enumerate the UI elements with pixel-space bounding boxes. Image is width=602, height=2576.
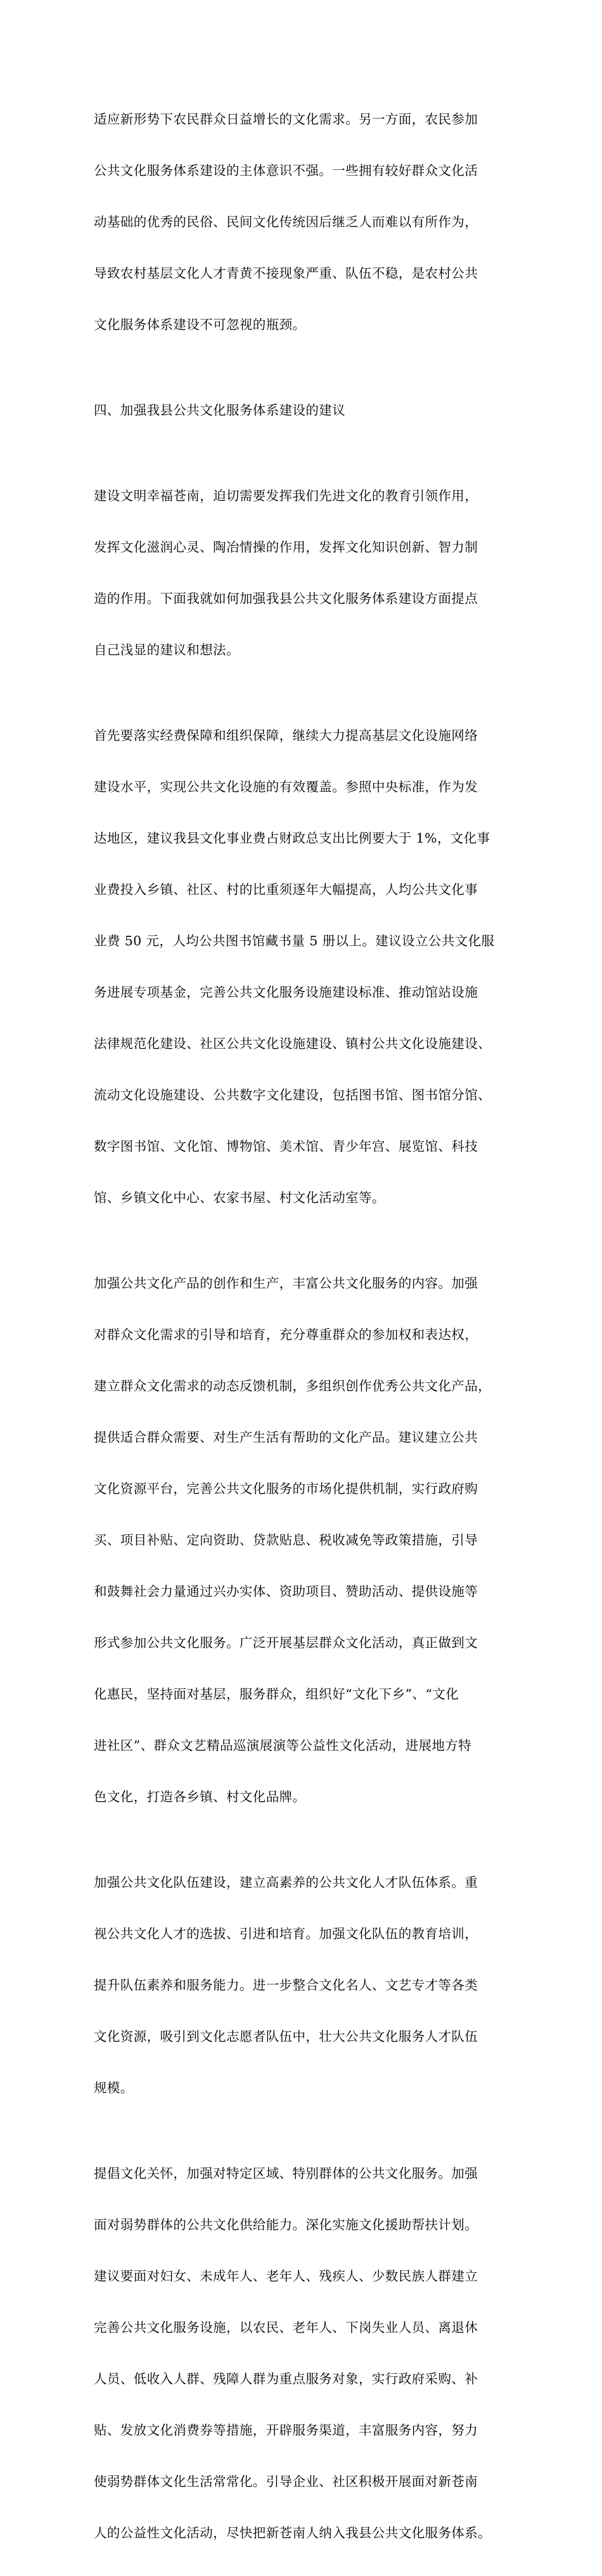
text-line: 色文化，打造各乡镇、村文化品牌。	[94, 1789, 306, 1804]
text-line: 文化资源，吸引到文化志愿者队伍中，壮大公共文化服务人才队伍	[94, 2029, 478, 2044]
text-line: 买、项目补贴、定向资助、贷款贴息、税收减免等政策措施，引导	[94, 1532, 478, 1548]
text-line: 建议要面对妇女、未成年人、老年人、残疾人、少数民族人群建立	[94, 2269, 478, 2284]
text-line: 形式参加公共文化服务。广泛开展基层群众文化活动，真正做到文	[94, 1635, 478, 1650]
text-line: 和鼓舞社会力量通过兴办实体、资助项目、赞助活动、提供设施等	[94, 1584, 478, 1599]
text-line: 进社区”、群众文艺精品巡演展演等公益性文化活动，进展地方特	[94, 1738, 472, 1753]
text-line: 文化服务体系建设不可忽视的瓶颈。	[94, 317, 306, 332]
text-line: 自己浅显的建议和想法。	[94, 642, 240, 657]
text-line: 公共文化服务体系建设的主体意识不强。一些拥有较好群众文化活	[94, 163, 478, 178]
text-line: 提升队伍素养和服务能力。进一步整合文化名人、文艺专才等各类	[94, 1977, 478, 1993]
text-line: 导致农村基层文化人才青黄不接现象严重、队伍不稳，是农村公共	[94, 266, 478, 281]
text-line: 业费投入乡镇、社区、村的比重须逐年大幅提高，人均公共文化事	[94, 882, 478, 897]
text-line: 化惠民，坚持面对基层，服务群众，组织好“文化下乡”、“文化	[94, 1686, 459, 1702]
text-line: 对群众文化需求的引导和培育，充分尊重群众的参加权和表达权，	[94, 1327, 478, 1342]
document-page	[94, 77, 526, 2576]
text-line: 规模。	[94, 2080, 134, 2095]
text-line: 发挥文化滋润心灵、陶冶情操的作用，发挥文化知识创新、智力制	[94, 540, 478, 555]
text-line: 提倡文化关怀，加强对特定区域、特别群体的公共文化服务。加强	[94, 2166, 478, 2181]
text-line: 法律规范化建设、社区公共文化设施建设、镇村公共文化设施建设、	[94, 1036, 491, 1051]
text-line: 完善公共文化服务设施，以农民、老年人、下岗失业人员、离退休	[94, 2320, 478, 2335]
text-line: 务进展专项基金，完善公共文化服务设施建设标准、推动馆站设施	[94, 985, 478, 1000]
text-line: 提供适合群众需要、对生产生活有帮助的文化产品。建议建立公共	[94, 1430, 478, 1445]
text-line: 数字图书馆、文化馆、博物馆、美术馆、青少年宫、展览馆、科技	[94, 1139, 478, 1154]
text-line: 贴、发放文化消费券等措施，开辟服务渠道，丰富服务内容，努力	[94, 2423, 478, 2438]
paragraph-intro	[94, 453, 526, 693]
text-line: 适应新形势下农民群众日益增长的文化需求。另一方面，农民参加	[94, 112, 478, 127]
text-line: 流动文化设施建设、公共数字文化建设，包括图书馆、图书馆分馆、	[94, 1087, 491, 1103]
text-line: 建设文明幸福苍南，迫切需要发挥我们先进文化的教育引领作用，	[94, 488, 478, 503]
text-line: 使弱势群体文化生活常常化。引导企业、社区积极开展面对新苍南	[94, 2474, 478, 2489]
text-line: 造的作用。下面我就如何加强我县公共文化服务体系建设方面提点	[94, 591, 478, 606]
paragraph-cultural-products	[94, 1241, 526, 1840]
text-line: 动基础的优秀的民俗、民间文化传统因后继乏人而难以有所作为，	[94, 214, 478, 230]
paragraph-funding	[94, 693, 526, 1241]
text-line: 视公共文化人才的选拔、引进和培育。加强文化队伍的教育培训，	[94, 1926, 478, 1941]
section-heading	[94, 368, 526, 453]
text-line: 建立群众文化需求的动态反馈机制，多组织创作优秀公共文化产品，	[94, 1378, 491, 1394]
text-line: 建设水平，实现公共文化设施的有效覆盖。参照中央标准，作为发	[94, 779, 478, 794]
text-line: 面对弱势群体的公共文化供给能力。深化实施文化援助帮扶计划。	[94, 2217, 478, 2232]
paragraph-vulnerable-groups	[94, 2131, 526, 2576]
paragraph-rural-talent-issues	[94, 77, 526, 368]
text-line: 人员、低收入人群、残障人群为重点服务对象，实行政府采购、补	[94, 2371, 478, 2386]
text-line: 人的公益性文化活动，尽快把新苍南人纳入我县公共文化服务体系。	[94, 2525, 491, 2540]
heading-line: 四、加强我县公共文化服务体系建设的建议	[94, 403, 346, 418]
text-line: 首先要落实经费保障和组织保障，继续大力提高基层文化设施网络	[94, 728, 478, 743]
paragraph-talent-team	[94, 1840, 526, 2131]
text-line: 加强公共文化队伍建设，建立高素养的公共文化人才队伍体系。重	[94, 1875, 478, 1890]
text-line: 馆、乡镇文化中心、农家书屋、村文化活动室等。	[94, 1190, 385, 1205]
text-line: 文化资源平台，完善公共文化服务的市场化提供机制，实行政府购	[94, 1481, 478, 1496]
text-line: 加强公共文化产品的创作和生产，丰富公共文化服务的内容。加强	[94, 1276, 478, 1291]
text-line: 业费 50 元，人均公共图书馆藏书量 5 册以上。建议设立公共文化服	[94, 933, 495, 948]
text-line: 达地区，建议我县文化事业费占财政总支出比例要大于 1%，文化事	[94, 831, 490, 846]
